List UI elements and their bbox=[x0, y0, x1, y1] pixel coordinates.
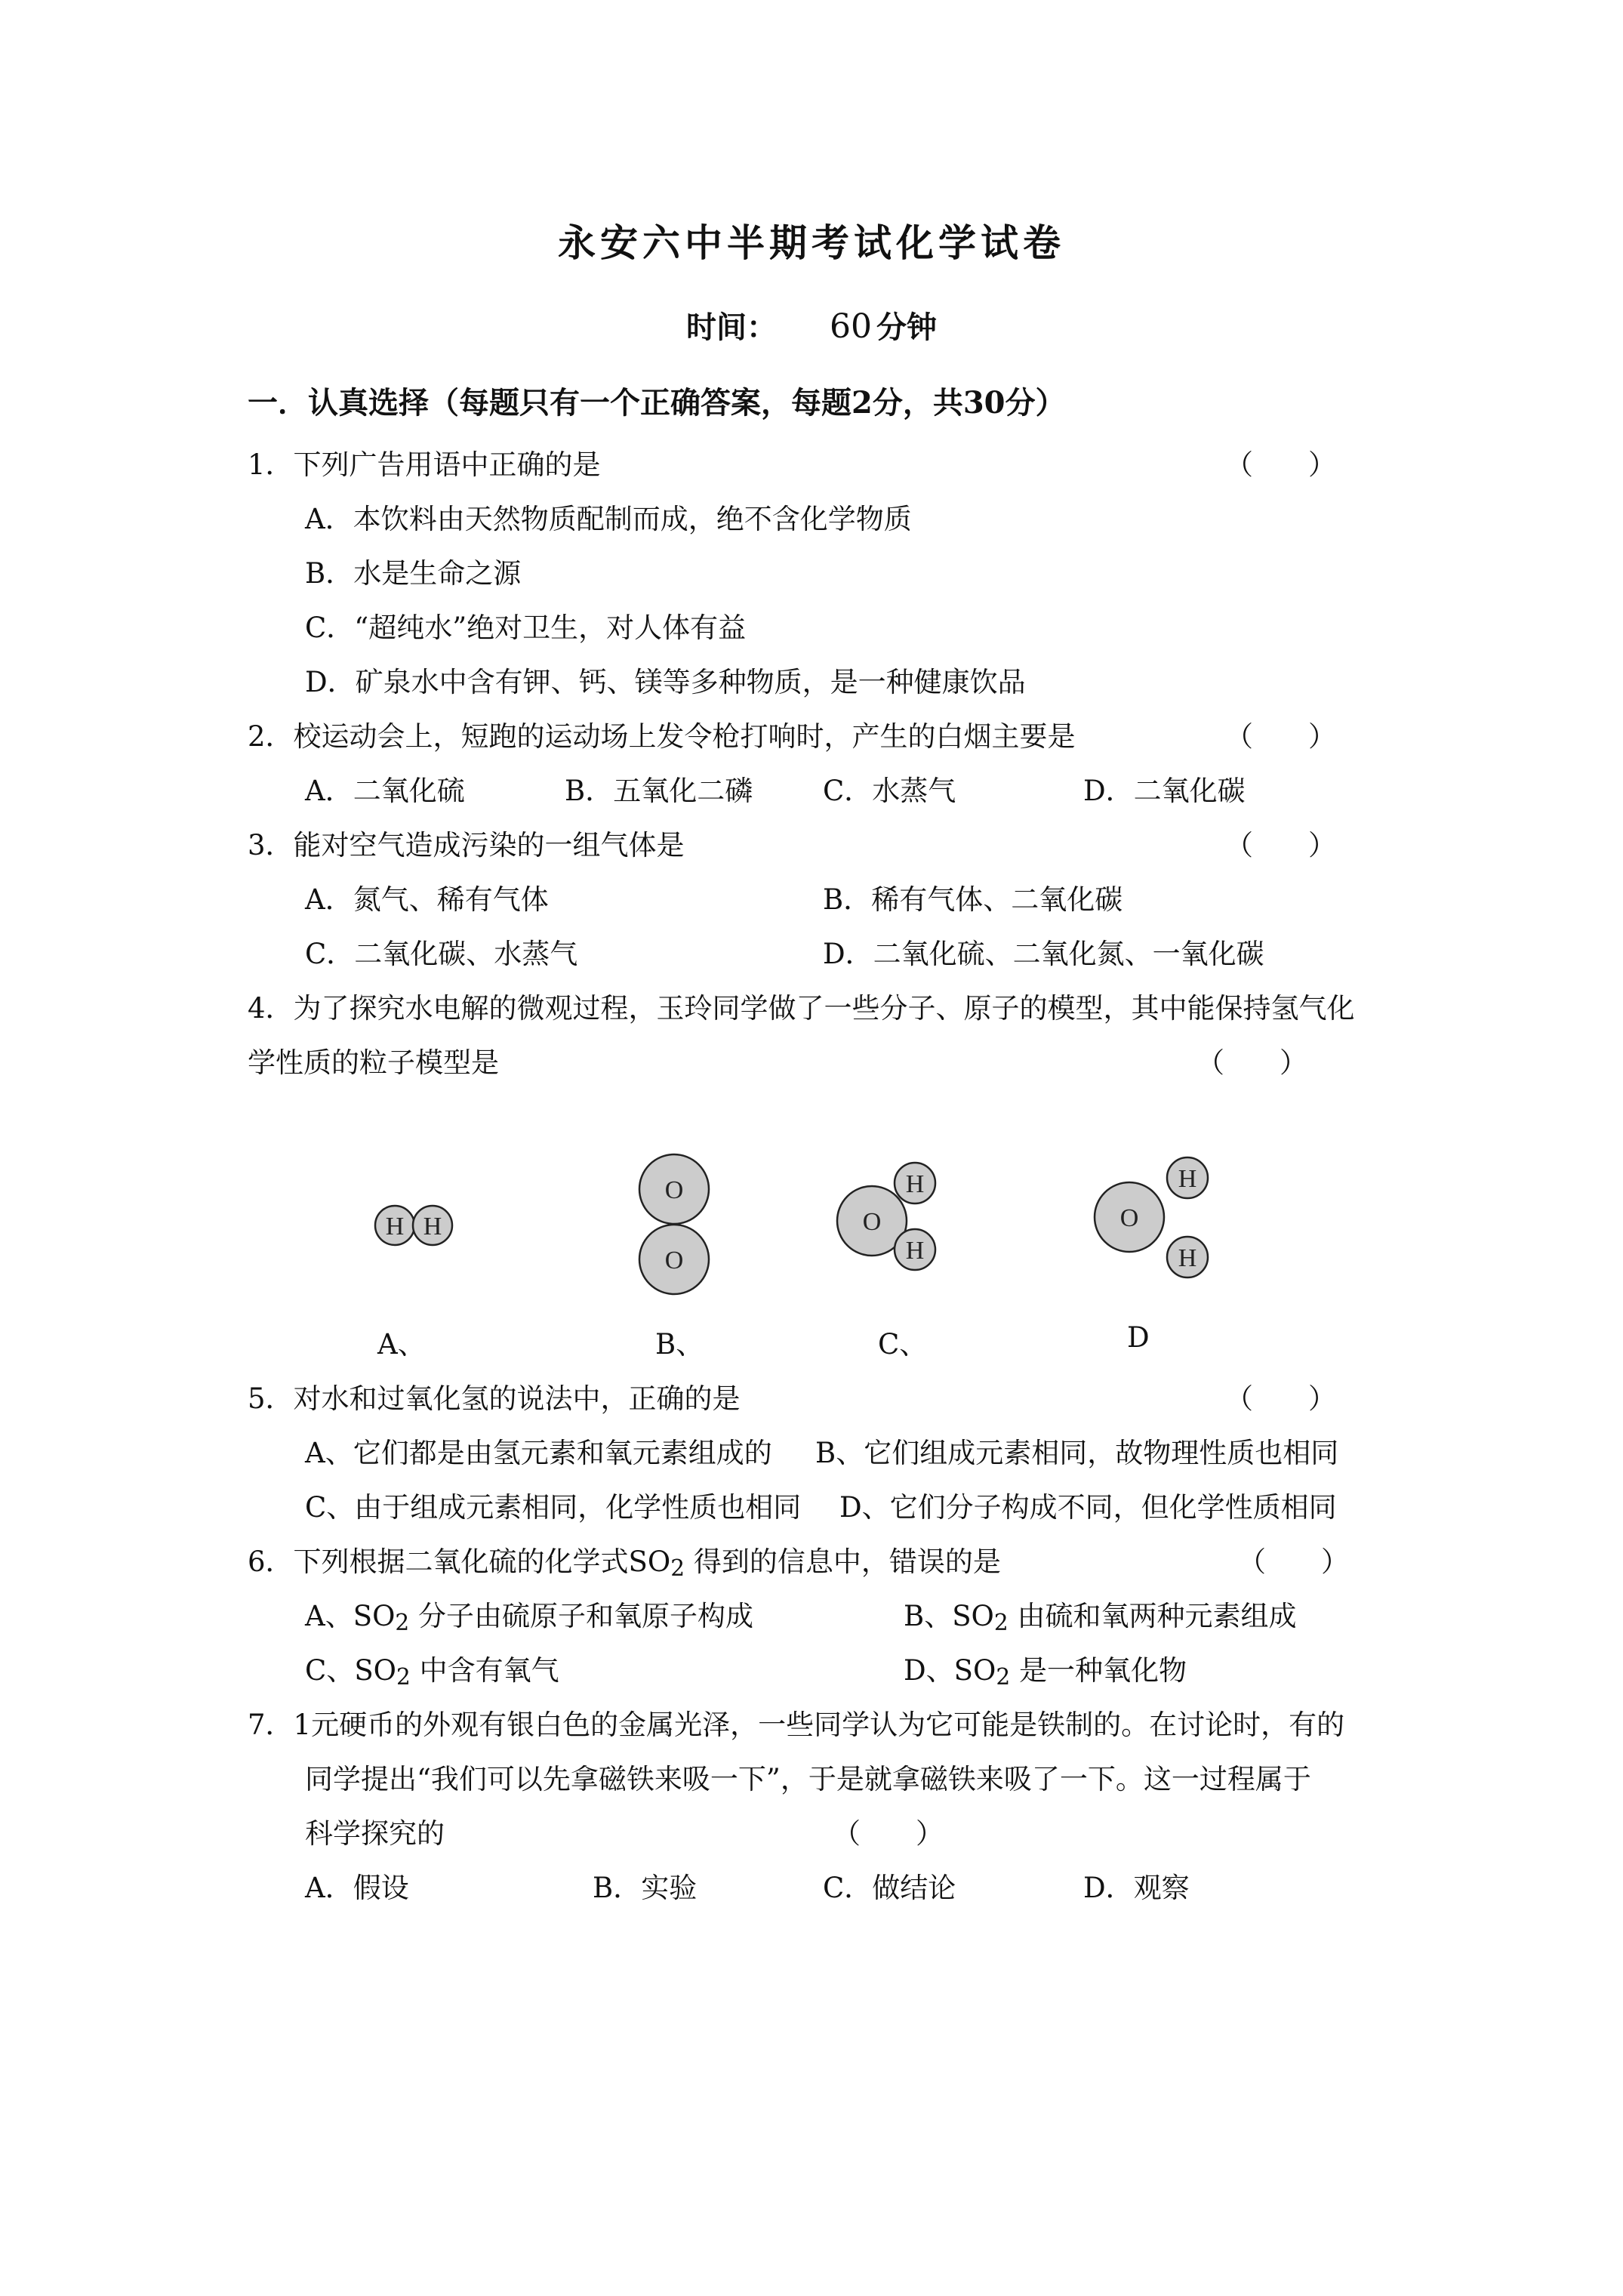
question-5-option-c: C、由于组成元素相同，化学性质也相同 bbox=[305, 1491, 802, 1524]
answer-blank-5[interactable]: （ ） bbox=[1225, 1382, 1336, 1415]
question-6-option-b: B、$SO_2$ 由硫和氧两种元素组成 bbox=[904, 1600, 1297, 1635]
question-3-option-c: C．二氧化碳、水蒸气 bbox=[305, 938, 578, 970]
question-1-option-d: D．矿泉水中含有钾、钙、镁等多种物质，是一种健康饮品 bbox=[305, 666, 1026, 698]
question-7-option-a: A．假设 bbox=[305, 1872, 409, 1904]
question-6-option-c: C、$SO_2$ 中含有氧气 bbox=[305, 1654, 559, 1690]
atom-label-h: H bbox=[385, 1213, 405, 1240]
question-7-stem-cont: 同学提出“我们可以先拿磁铁来吸一下”，于是就拿磁铁来吸了一下。这一过程属于 bbox=[305, 1763, 1311, 1795]
question-2-stem: 2．校运动会上，短跑的运动场上发令枪打响时，产生的白烟主要是 bbox=[248, 720, 1076, 753]
question-5-option-d: D、它们分子构成不同，但化学性质相同 bbox=[839, 1491, 1337, 1524]
answer-blank-3[interactable]: （ ） bbox=[1225, 829, 1336, 861]
question-4-option-b: B、 bbox=[655, 1328, 704, 1361]
atom-label-h: H bbox=[1178, 1244, 1197, 1272]
question-1-stem: 1．下列广告用语中正确的是 bbox=[248, 448, 601, 481]
answer-blank-4[interactable]: （ ） bbox=[1196, 1046, 1307, 1079]
question-7-stem-end: 科学探究的 bbox=[305, 1817, 445, 1850]
question-7-option-c: C．做结论 bbox=[823, 1872, 956, 1904]
question-4-option-d: D bbox=[1127, 1321, 1150, 1354]
question-3-option-a: A．氮气、稀有气体 bbox=[305, 883, 549, 916]
question-6-option-a: A、$SO_2$ 分子由硫原子和氧原子构成 bbox=[305, 1600, 754, 1635]
atom-label-o: O bbox=[862, 1208, 882, 1236]
question-1-option-b: B．水是生命之源 bbox=[305, 557, 522, 590]
question-1-option-c: C．“超纯水”绝对卫生，对人体有益 bbox=[305, 612, 747, 644]
question-2-option-b: B．五氧化二磷 bbox=[565, 775, 753, 807]
question-3-option-d: D．二氧化硫、二氧化氮、一氧化碳 bbox=[823, 938, 1264, 970]
question-4-option-a: A、 bbox=[377, 1328, 426, 1361]
question-2-option-c: C．水蒸气 bbox=[823, 775, 956, 807]
question-5-option-b: B、它们组成元素相同，故物理性质也相同 bbox=[815, 1437, 1339, 1469]
question-4-stem-cont: 学性质的粒子模型是 bbox=[248, 1046, 499, 1079]
answer-blank-2[interactable]: （ ） bbox=[1225, 720, 1336, 753]
answer-blank-7[interactable]: （ ） bbox=[833, 1817, 944, 1850]
section-1-heading: 一．认真选择（每题只有一个正确答案，每题2分，共30分） bbox=[248, 385, 1066, 421]
exam-title: 永安六中半期考试化学试卷 bbox=[558, 220, 1065, 265]
time-label: 时间： bbox=[686, 310, 777, 345]
question-1-option-a: A．本饮料由天然物质配制而成，绝不含化学物质 bbox=[305, 503, 912, 535]
atom-label-o: O bbox=[1119, 1204, 1139, 1232]
question-6-option-d: D、$SO_2$ 是一种氧化物 bbox=[904, 1654, 1187, 1690]
question-5-stem: 5．对水和过氧化氢的说法中，正确的是 bbox=[248, 1382, 741, 1415]
question-3-option-b: B．稀有气体、二氧化碳 bbox=[823, 883, 1123, 916]
question-7-stem: 7．1元硬币的外观有银白色的金属光泽，一些同学认为它可能是铁制的。在讨论时，有的 bbox=[248, 1709, 1345, 1741]
question-7-option-d: D．观察 bbox=[1083, 1872, 1190, 1904]
time-value: 60 bbox=[830, 307, 872, 346]
question-5-option-a: A、它们都是由氢元素和氧元素组成的 bbox=[305, 1437, 772, 1469]
atom-label-h: H bbox=[905, 1170, 925, 1198]
question-2-option-a: A．二氧化硫 bbox=[305, 775, 465, 807]
question-4-option-c: C、 bbox=[878, 1328, 928, 1361]
formula-so2: $SO_2$ bbox=[628, 1546, 685, 1581]
atom-label-h: H bbox=[1178, 1165, 1197, 1193]
question-7-option-b: B．实验 bbox=[593, 1872, 698, 1904]
question-6-stem: 6．下列根据二氧化硫的化学式$SO_2$ 得到的信息中，错误的是 bbox=[248, 1546, 1001, 1581]
question-3-stem: 3．能对空气造成污染的一组气体是 bbox=[248, 829, 685, 861]
atom-label-o: O bbox=[664, 1247, 684, 1274]
question-2-option-d: D．二氧化碳 bbox=[1083, 775, 1246, 807]
atom-label-h: H bbox=[423, 1213, 442, 1240]
answer-blank-1[interactable]: （ ） bbox=[1225, 448, 1336, 481]
question-4-stem: 4．为了探究水电解的微观过程，玉玲同学做了一些分子、原子的模型，其中能保持氢气化 bbox=[248, 992, 1355, 1025]
answer-blank-6[interactable]: （ ） bbox=[1238, 1546, 1349, 1578]
time-unit: 分钟 bbox=[876, 310, 937, 345]
atom-label-h: H bbox=[905, 1237, 925, 1265]
atom-label-o: O bbox=[664, 1176, 684, 1204]
